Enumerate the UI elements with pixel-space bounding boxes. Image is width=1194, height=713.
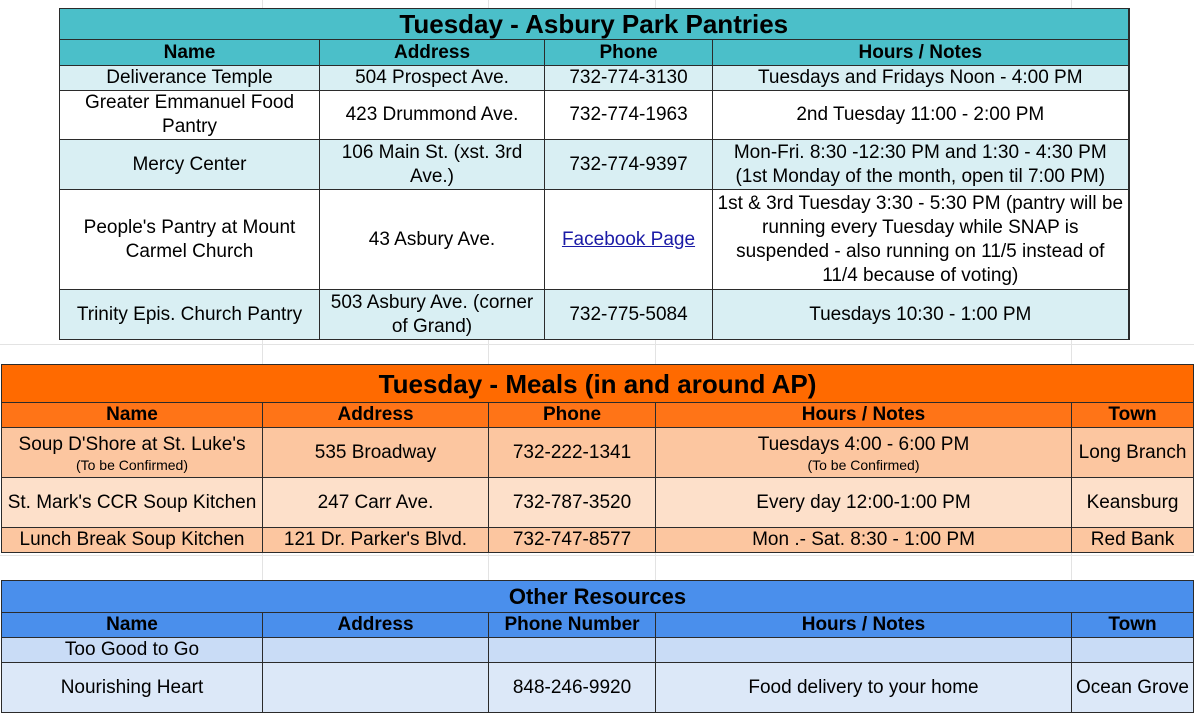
pantry-phone-cell xyxy=(545,190,713,290)
column-header: Town xyxy=(1072,403,1194,428)
resource-hours: Food delivery to your home xyxy=(656,663,1072,713)
resource-phone xyxy=(489,638,656,663)
meal-phone: 732-222-1341 xyxy=(489,428,656,478)
facebook-page-link[interactable]: Facebook Page xyxy=(561,228,696,250)
meals-table xyxy=(1,364,1194,553)
meal-address: 121 Dr. Parker's Blvd. xyxy=(263,528,489,553)
column-header: Town xyxy=(1072,613,1194,638)
pantry-address: 43 Asbury Ave. xyxy=(320,190,545,290)
pantry-address: 504 Prospect Ave. xyxy=(320,66,545,91)
pantry-address: 423 Drummond Ave. xyxy=(320,91,545,140)
table-row xyxy=(2,528,1194,553)
column-header: Name xyxy=(2,403,263,428)
resource-hours xyxy=(656,638,1072,663)
pantry-hours: Tuesdays 10:30 - 1:00 PM xyxy=(713,290,1129,340)
meal-name: Soup D'Shore at St. Luke's xyxy=(18,433,246,455)
column-header: Address xyxy=(263,403,489,428)
pantry-address: 503 Asbury Ave. (corner of Grand) xyxy=(320,290,545,340)
meal-phone: 732-787-3520 xyxy=(489,478,656,528)
meal-name: St. Mark's CCR Soup Kitchen xyxy=(2,478,263,528)
meal-name-cell xyxy=(2,428,263,478)
table-row xyxy=(60,66,1129,91)
other-resources-table xyxy=(1,580,1194,713)
table-row xyxy=(2,663,1194,713)
meal-phone: 732-747-8577 xyxy=(489,528,656,553)
meal-hours: Mon .- Sat. 8:30 - 1:00 PM xyxy=(656,528,1072,553)
pantry-phone: 732-774-1963 xyxy=(545,91,713,140)
meal-name-note: (To be Confirmed) xyxy=(75,456,189,473)
table-row xyxy=(2,478,1194,528)
column-header: Address xyxy=(320,40,545,66)
column-header: Phone xyxy=(489,403,656,428)
pantry-name: Mercy Center xyxy=(60,140,320,190)
pantry-address: 106 Main St. (xst. 3rd Ave.) xyxy=(320,140,545,190)
column-header: Hours / Notes xyxy=(713,40,1129,66)
column-header: Hours / Notes xyxy=(656,613,1072,638)
meal-town: Keansburg xyxy=(1072,478,1194,528)
column-header: Name xyxy=(2,613,263,638)
table-row xyxy=(60,290,1129,340)
meal-address: 535 Broadway xyxy=(263,428,489,478)
pantry-name: People's Pantry at Mount Carmel Church xyxy=(60,190,320,290)
table-row xyxy=(60,91,1129,140)
table-row xyxy=(2,638,1194,663)
table-row xyxy=(60,140,1129,190)
meal-hours-note: (To be Confirmed) xyxy=(807,456,920,473)
resource-name: Nourishing Heart xyxy=(2,663,263,713)
pantries-header-row xyxy=(60,40,1129,66)
pantry-name: Trinity Epis. Church Pantry xyxy=(60,290,320,340)
pantries-table xyxy=(59,8,1130,340)
resource-town xyxy=(1072,638,1194,663)
column-header: Phone xyxy=(545,40,713,66)
pantry-hours: 1st & 3rd Tuesday 3:30 - 5:30 PM (pantry will be running every Tuesday while SNAP is suspended - also running on 11/5 instead of 11/4 because of voting) xyxy=(713,190,1129,290)
pantry-hours: 2nd Tuesday 11:00 - 2:00 PM xyxy=(713,91,1129,140)
pantry-name: Greater Emmanuel Food Pantry xyxy=(60,91,320,140)
pantry-name: Deliverance Temple xyxy=(60,66,320,91)
pantry-phone: 732-775-5084 xyxy=(545,290,713,340)
meal-hours: Tuesdays 4:00 - 6:00 PM xyxy=(757,433,970,455)
meal-name: Lunch Break Soup Kitchen xyxy=(2,528,263,553)
column-header: Address xyxy=(263,613,489,638)
column-header: Hours / Notes xyxy=(656,403,1072,428)
meal-hours: Every day 12:00-1:00 PM xyxy=(656,478,1072,528)
meal-hours-cell xyxy=(656,428,1072,478)
meal-town: Red Bank xyxy=(1072,528,1194,553)
other-title: Other Resources xyxy=(2,581,1194,613)
meals-header-row xyxy=(2,403,1194,428)
pantry-hours: Tuesdays and Fridays Noon - 4:00 PM xyxy=(713,66,1129,91)
resource-phone: 848-246-9920 xyxy=(489,663,656,713)
meals-title: Tuesday - Meals (in and around AP) xyxy=(2,365,1194,403)
meal-town: Long Branch xyxy=(1072,428,1194,478)
pantry-hours: Mon-Fri. 8:30 -12:30 PM and 1:30 - 4:30 PM (1st Monday of the month, open til 7:00 PM) xyxy=(713,140,1129,190)
table-row xyxy=(60,190,1129,290)
resource-address xyxy=(263,663,489,713)
other-header-row xyxy=(2,613,1194,638)
column-header: Phone Number xyxy=(489,613,656,638)
pantries-title: Tuesday - Asbury Park Pantries xyxy=(60,9,1129,40)
pantry-phone: 732-774-9397 xyxy=(545,140,713,190)
resource-town: Ocean Grove xyxy=(1072,663,1194,713)
column-header: Name xyxy=(60,40,320,66)
table-row xyxy=(2,428,1194,478)
resource-address xyxy=(263,638,489,663)
pantry-phone: 732-774-3130 xyxy=(545,66,713,91)
resource-name: Too Good to Go xyxy=(2,638,263,663)
meal-address: 247 Carr Ave. xyxy=(263,478,489,528)
